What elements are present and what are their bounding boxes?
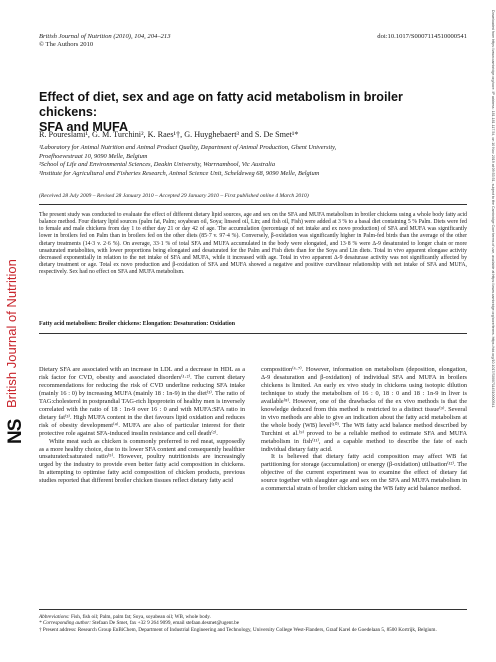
article-title <box>39 90 464 135</box>
abstract: The present study was conducted to evaluate the effect of different dietary lipid sources, age and sex on the SFA and MUFA metabolism in broiler chickens using a whole body fatty acid balance method. Four dietary lipid sources (palm fat, Palm; soyabean oil, Soya; linseed oil, Lin; and fish oil, Fish) were added at 3 % to a basal diet containing 5 % Palm. Diets were fed to female and male chickens from day 1 to either day 21 or day 42 of age. The accumulation (percentage of net intake and ex novo production) of SFA and MUFA was significantly lower in broilers fed on Palm than in broilers fed on the other diets (85·7 v. 97·4 %). Conversely, β-oxidation was significantly higher in Palm-fed birds than the average of the other dietary treatments (14·3 v. 2·6 %). On average, 33·1 % of total SFA and MUFA accumulated in the body were elongated, and 13·8 % were Δ-9 desaturated to longer chain or more unsaturated metabolites, with lower proportions being elongated and desaturated for the Palm and Fish diets than for the Soya and Lin diets. Total in vivo apparent elongase activity decreased exponentially in relation to the net intake of SFA and MUFA, while it increased with age. Total in vivo apparent Δ-9 desaturase activity was not significantly affected by dietary treatment or age. Total ex novo production and β-oxidation of SFA and MUFA showed a negative and positive curvilinear relationship with net intake of SFA and MUFA, respectively. Sex had no effect on SFA and MUFA metabolism. <box>39 212 467 276</box>
body-column-right <box>261 366 467 493</box>
affiliation-line: ¹Laboratory for Animal Nutrition and Animal Product Quality, Department of Animal Production, Ghent University, <box>39 144 337 151</box>
download-side-strip <box>484 4 496 654</box>
title-line-1: Effect of diet, sex and age on fatty acid metabolism in broiler chickens: <box>39 90 403 119</box>
body-paragraph: White meat such as chicken is commonly preferred to red meat, supposedly as a more healthy choice, due to its lower SFA content and consequently healthier unsaturated:saturated ratio⁽⁵⁾. However, poultry nutritionists are increasingly urged by the industry to provide even better fatty acid composition in chickens. In attempting to optimise fatty acid composition of chicken products, previous studies reported that different broiler chicken tissues reflect dietary fatty acid <box>39 437 245 485</box>
copyright: © The Authors 2010 <box>39 41 94 48</box>
publication-dates: (Received 28 July 2009 – Revised 28 January 2010 – Accepted 29 January 2010 – First published online 4 March 2010) <box>39 193 309 199</box>
body-column-left <box>39 366 245 485</box>
journal-citation: British Journal of Nutrition (2010), 104, 204–213 <box>39 33 171 40</box>
journal-info <box>39 33 171 49</box>
affiliation-line: ³Institute for Agricultural and Fisheries Research, Animal Science Unit, Scheldeweg 68, 9090 Melle, Belgium <box>39 169 320 177</box>
journal-side-strip <box>0 0 32 662</box>
corresponding-label: * Corresponding author: <box>39 620 91 627</box>
affiliations <box>39 144 467 178</box>
affiliation-line: ²School of Life and Environmental Sciences, Deakin University, Warrnambool, Vic Australia <box>39 161 276 169</box>
download-note: Downloaded from https://www.cambridge.org/core. IP address: 181.181.117.54, on 10 Nov 2019 at 09:53:51, subject to the Cambridge Core terms of use, available at https://www.cambridge.org/core/terms. https://doi.org/10.1017/S0007114510000541 <box>491 10 495 408</box>
body-paragraph: It is believed that dietary fatty acid composition may affect WB fat partitioning for storage (accumulation) or energy (β-oxidation) utilisation⁽¹²⁾. The objective of the current experiment was to examine the effect of dietary fat source together with slaughter age and sex on the SFA and MUFA metabolism in a commercial strain of broiler chicken using the WB fatty acid balance method. <box>261 453 467 493</box>
abstract-top-rule <box>39 204 467 205</box>
corresponding-text: Stefaan De Smet, fax +32 9 264 9099, email stefaan.desmet@ugent.be <box>90 620 239 627</box>
present-address-footnote: † Present address: Research Group EnBiChem, Department of Industrial Engineering and Technology, University College West-Flanders, Graaf Karel de Goedelaan 5, 8500 Kortrijk, Belgium. <box>39 626 437 633</box>
author-list: R. Poureslami¹, G. M. Turchini², K. Raes¹†, G. Huyghebaert³ and S. De Smet¹* <box>39 130 299 139</box>
journal-name-vertical: British Journal of Nutrition <box>4 259 19 408</box>
affiliation-line: Proefhoevestraat 10, 9090 Melle, Belgium <box>39 152 148 160</box>
doi-link[interactable]: doi:10.1017/S0007114510000541 <box>377 33 467 40</box>
abstract-bottom-rule <box>39 333 467 334</box>
abbreviations-label: Abbreviations: <box>39 614 70 620</box>
abbreviations-text: Fish, fish oil; Palm, palm fat; Soya, soyabean oil; WB, whole body. <box>69 614 211 620</box>
title-line-2: SFA and MUFA <box>39 120 129 134</box>
body-paragraph: composition⁽⁶·⁷⁾. However, information on metabolism (deposition, elongation, Δ-9 desaturation and β-oxidation) of individual SFA and MUFA in broilers chickens is limited. An early ex vivo study in chickens using isotopic dilution technique to study the metabolism of 16 : 0, 18 : 0 and 18 : 1n-9 in liver is available⁽⁸⁾. However, one of the drawbacks of the ex vivo methods is that the knowledge deduced from this method is restricted to a distinct tissue⁽⁹⁾. Several in vivo methods are able to give an indication about the fatty acid metabolism at the whole body (WB) level⁽¹⁰⁾. The WB fatty acid balance method described by Turchini et al.⁽⁹⁾ proved to be a reliable method to estimate SFA and MUFA metabolism in fish⁽¹¹⁾, and a capable method to describe the fate of each individual dietary fatty acid. <box>261 366 467 453</box>
footnotes <box>39 614 467 633</box>
body-paragraph: Dietary SFA are associated with an increase in LDL and a decrease in HDL as a risk factor for CVD, obesity and associated disorders⁽¹·²⁾. The current dietary recommendations for reducing the risk of CVD underline reducing SFA intake (mainly 16 : 0) by increasing MUFA (mainly 18 : 1n-9) in the diet⁽³⁾. The ratio of TAG:cholesterol in postprandial TAG-rich lipoprotein of healthy men is inversely correlated with the ratio of 18 : 1n-9 over 16 : 0 and with MUFA:SFA ratio in dietary fat⁽³⁾. High MUFA content in the diet favours lipid oxidation and reduces risk of obesity development⁽⁴⁾. MUFA are also of particular interest for their protective role against SFA-induced insulin resistance and cell death⁽²⁾. <box>39 366 245 437</box>
ns-logo: NS <box>5 419 26 444</box>
footnote-rule <box>39 609 467 610</box>
keywords: Fatty acid metabolism: Broiler chickens: Elongation: Desaturation: Oxidation <box>39 321 235 327</box>
